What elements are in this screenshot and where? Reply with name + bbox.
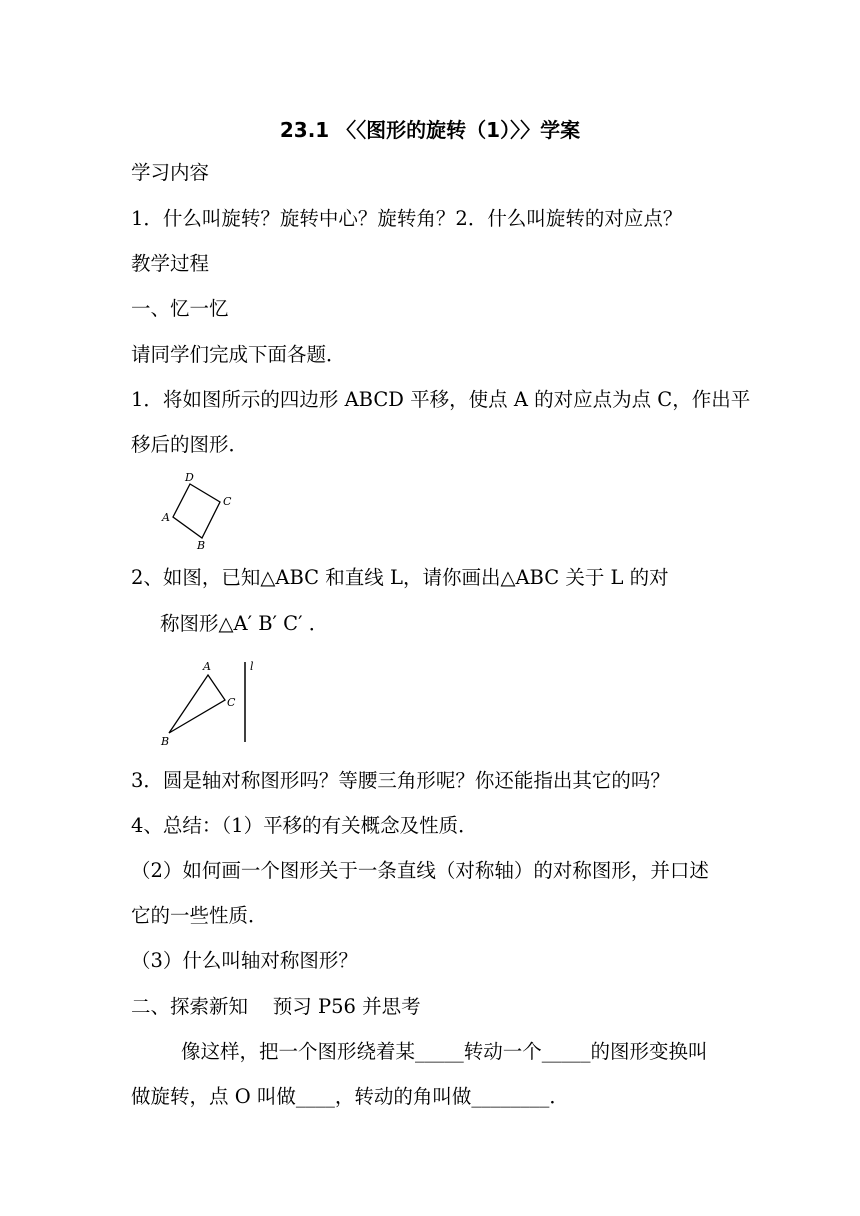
label-c: C [223, 495, 232, 508]
triangle-abc [169, 675, 225, 733]
heading-recall: 一、忆一忆 [131, 297, 229, 320]
label-a: A [162, 511, 170, 524]
label-b: B [161, 735, 170, 748]
question-2-line-1: 2、如图，已知△ABC 和直线 L，请你画出△ABC 关于 L 的对 [131, 566, 669, 589]
fill-in-line-1: 像这样，把一个图形绕着某_____转动一个_____的图形变换叫 [181, 1040, 708, 1063]
triangle-and-line-figure [158, 656, 268, 751]
label-a: A [203, 660, 211, 673]
question-1-line-2: 移后的图形． [131, 433, 249, 456]
label-l: l [250, 660, 254, 673]
question-2-line-2: 称图形△A′ B′ C′ ． [160, 612, 329, 635]
summary-2-line-2: 它的一些性质． [131, 904, 268, 927]
heading-explore: 二、探索新知 预习 P56 并思考 [131, 995, 421, 1018]
summary-3: （3）什么叫轴对称图形？ [131, 949, 358, 972]
quadrilateral-shape [173, 484, 220, 538]
label-c: C [227, 696, 236, 709]
section-teaching-process: 教学过程 [131, 252, 210, 275]
document-title: 23.1 〈〈图形的旋转（1）〉〉学案 [279, 118, 581, 142]
question-3: 3．圆是轴对称图形吗？等腰三角形呢？你还能指出其它的吗？ [131, 769, 670, 792]
section-study-content: 学习内容 [131, 161, 210, 184]
fill-in-line-2: 做旋转，点 O 叫做____，转动的角叫做________． [131, 1085, 569, 1108]
study-questions: 1．什么叫旋转？旋转中心？旋转角？2．什么叫旋转的对应点？ [131, 207, 683, 230]
summary-1: 4、总结：（1）平移的有关概念及性质． [131, 814, 478, 837]
label-b: B [197, 539, 206, 552]
question-1-line-1: 1．将如图所示的四边形 ABCD 平移，使点 A 的对应点为点 C，作出平 [131, 388, 751, 411]
summary-2-line-1: （2）如何画一个图形关于一条直线（对称轴）的对称图形，并口述 [131, 859, 709, 882]
instruction-text: 请同学们完成下面各题． [131, 343, 346, 366]
label-d: D [185, 471, 194, 484]
quadrilateral-abcd-figure [158, 470, 238, 550]
